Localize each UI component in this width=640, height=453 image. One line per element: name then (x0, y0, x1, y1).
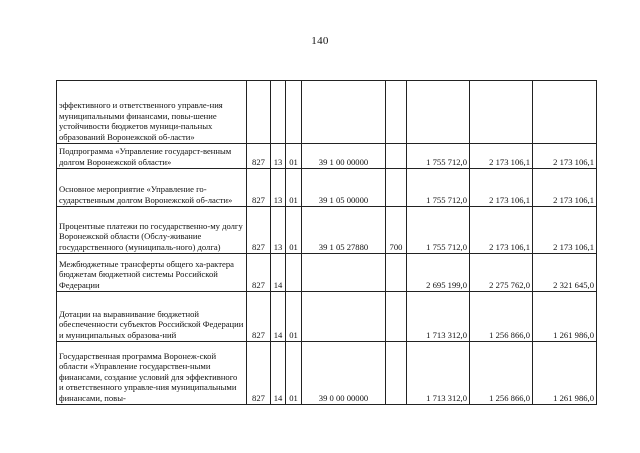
row-sum-1-cell: 1 755 712,0 (407, 207, 470, 254)
row-sum-3-cell: 1 261 986,0 (533, 292, 597, 342)
row-expense-type-cell (386, 144, 407, 169)
row-subsection-cell: 01 (286, 144, 302, 169)
row-name-cell: Государственная программа Воронеж-ской области «Управление государствен-ными финансами, создание условий для эффективного и ответственного управле-ния муниципальными финансами, повы- (57, 342, 247, 405)
row-code-cell (247, 81, 271, 144)
row-code-cell: 827 (247, 342, 271, 405)
row-section-cell: 14 (271, 254, 286, 292)
row-sum-1-cell: 1 755 712,0 (407, 144, 470, 169)
row-sum-1-cell: 2 695 199,0 (407, 254, 470, 292)
row-article-cell: 39 1 05 00000 (302, 169, 386, 207)
row-article-cell (302, 292, 386, 342)
row-sum-3-cell: 2 173 106,1 (533, 169, 597, 207)
row-subsection-cell: 01 (286, 292, 302, 342)
page-number: 140 (311, 35, 329, 47)
row-sum-3-cell: 2 321 645,0 (533, 254, 597, 292)
row-name-cell: Подпрограмма «Управление государст-венным долгом Воронежской области» (57, 144, 247, 169)
row-subsection-cell (286, 81, 302, 144)
row-name-cell: Межбюджетные трансферты общего ха-рактера бюджетам бюджетной системы Российской Федерации (57, 254, 247, 292)
row-sum-1-cell: 1 755 712,0 (407, 169, 470, 207)
row-sum-2-cell: 2 173 106,1 (470, 144, 533, 169)
row-code-cell: 827 (247, 144, 271, 169)
row-subsection-cell: 01 (286, 207, 302, 254)
row-code-cell: 827 (247, 169, 271, 207)
row-subsection-cell (286, 254, 302, 292)
budget-table-body (57, 81, 597, 405)
row-section-cell: 14 (271, 342, 286, 405)
row-sum-2-cell: 1 256 866,0 (470, 342, 533, 405)
row-code-cell: 827 (247, 292, 271, 342)
row-section-cell (271, 81, 286, 144)
row-sum-2-cell: 1 256 866,0 (470, 292, 533, 342)
row-expense-type-cell (386, 169, 407, 207)
row-expense-type-cell (386, 292, 407, 342)
table-row (57, 169, 597, 207)
table-row (57, 144, 597, 169)
table-row (57, 81, 597, 144)
row-article-cell (302, 254, 386, 292)
row-name-cell: Дотации на выравнивание бюджетной обеспеченности субъектов Российской Федерации и муниципальных образова-ний (57, 292, 247, 342)
row-sum-2-cell: 2 275 762,0 (470, 254, 533, 292)
row-section-cell: 13 (271, 207, 286, 254)
row-sum-1-cell (407, 81, 470, 144)
row-sum-3-cell: 2 173 106,1 (533, 144, 597, 169)
row-sum-1-cell: 1 713 312,0 (407, 292, 470, 342)
row-name-cell: Процентные платежи по государственно-му долгу Воронежской области (Обслу-живание государственного (муниципаль-ного) долга) (57, 207, 247, 254)
row-expense-type-cell: 700 (386, 207, 407, 254)
table-row (57, 342, 597, 405)
row-sum-1-cell: 1 713 312,0 (407, 342, 470, 405)
row-section-cell: 14 (271, 292, 286, 342)
row-sum-2-cell (470, 81, 533, 144)
row-sum-2-cell: 2 173 106,1 (470, 169, 533, 207)
row-article-cell: 39 0 00 00000 (302, 342, 386, 405)
row-sum-2-cell: 2 173 106,1 (470, 207, 533, 254)
row-expense-type-cell (386, 254, 407, 292)
row-expense-type-cell (386, 342, 407, 405)
row-code-cell: 827 (247, 207, 271, 254)
row-code-cell: 827 (247, 254, 271, 292)
row-section-cell: 13 (271, 169, 286, 207)
budget-table (56, 80, 597, 405)
row-article-cell (302, 81, 386, 144)
table-row (57, 292, 597, 342)
row-subsection-cell: 01 (286, 342, 302, 405)
row-sum-3-cell: 2 173 106,1 (533, 207, 597, 254)
row-expense-type-cell (386, 81, 407, 144)
row-section-cell: 13 (271, 144, 286, 169)
table-row (57, 254, 597, 292)
row-article-cell: 39 1 00 00000 (302, 144, 386, 169)
row-name-cell: эффективного и ответственного управле-ния муниципальными финансами, повы-шение устойчивости бюджетов муници-пальных образований Воронежской об-ласти» (57, 81, 247, 144)
row-sum-3-cell: 1 261 986,0 (533, 342, 597, 405)
row-article-cell: 39 1 05 27880 (302, 207, 386, 254)
row-name-cell: Основное мероприятие «Управление го-сударственным долгом Воронежской об-ласти» (57, 169, 247, 207)
row-sum-3-cell (533, 81, 597, 144)
row-subsection-cell: 01 (286, 169, 302, 207)
table-row (57, 207, 597, 254)
